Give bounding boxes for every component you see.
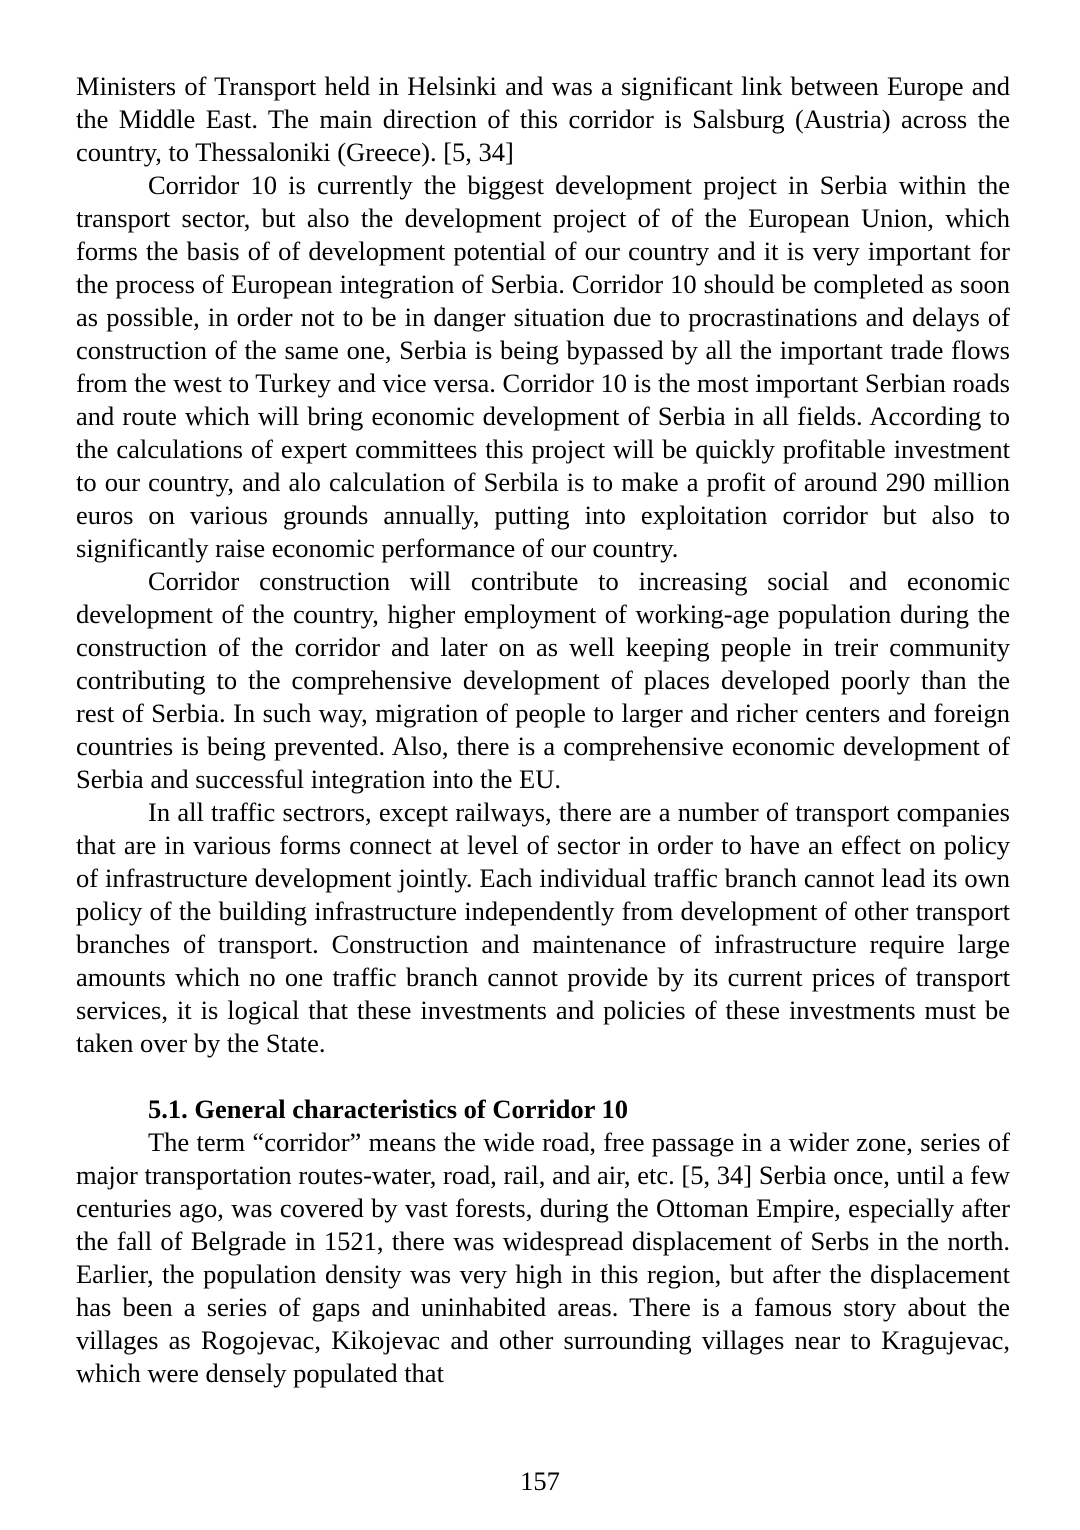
section-heading: 5.1. General characteristics of Corridor 10 [148,1094,629,1124]
paragraph-continuation: Ministers of Transport held in Helsinki and was a significant link between Europe and the Middle East. The main direction of this corridor is Salsburg (Austria) across the country, to Thessaloniki (Greece). [5, 34] [76,71,1010,167]
paragraph-traffic-sectors: In all traffic sectrors, except railways, there are a number of transport companies that are in various forms connect at level of sector in order to have an effect on policy of infrastructure development jointly. Each individual traffic branch cannot lead its own policy of the building infrastructure independently from development of other transport branches of transport. Construction and maintenance of infrastructure require large amounts which no one traffic branch cannot provide by its current prices of transport services, it is logical that these investments and policies of these investments must be taken over by the State. [76,797,1010,1058]
paragraph-corridor-term: The term “corridor” means the wide road, free passage in a wider zone, series of major transportation routes-water, road, rail, and air, etc. [5, 34] Serbia once, until a few centuries ago, was covered by vast forests, during the Ottoman Empire, especially after the fall of Belgrade in 1521, there was widespread displacement of Serbs in the north. Earlier, the population density was very high in this region, but after the displacement has been a series of gaps and uninhabited areas. There is a famous story about the villages as Rogojevac, Kikojevac and other surrounding villages near to Kragujevac, which were densely populated that [76,1127,1010,1388]
page-number: 157 [520,1466,560,1496]
paragraph-corridor-construction: Corridor construction will contribute to increasing social and economic development of the country, higher employment of working-age population during the construction of the corridor and later on as well keeping people in treir community contributing to the comprehensive development of places developed poorly than the rest of Serbia. In such way, migration of people to larger and richer centers and foreign countries is being prevented. Also, there is a comprehensive economic development of Serbia and successful integration into the EU. [76,566,1010,794]
paragraph-corridor-10-project: Corridor 10 is currently the biggest development project in Serbia within the transport sector, but also the development project of of the European Union, which forms the basis of of development potential of our country and it is very important for the process of European integration of Serbia. Corridor 10 should be completed as soon as possible, in order not to be in danger situation due to procrastinations and delays of construction of the same one, Serbia is being bypassed by all the important trade flows from the west to Turkey and vice versa. Corridor 10 is the most important Serbian roads and route which will bring economic development of Serbia in all fields. According to the calculations of expert committees this project will be quickly profitable investment to our country, and alo calculation of Serbila is to make a profit of around 290 million euros on various grounds annually, putting into exploitation corridor but also to significantly raise economic performance of our country. [76,170,1010,563]
